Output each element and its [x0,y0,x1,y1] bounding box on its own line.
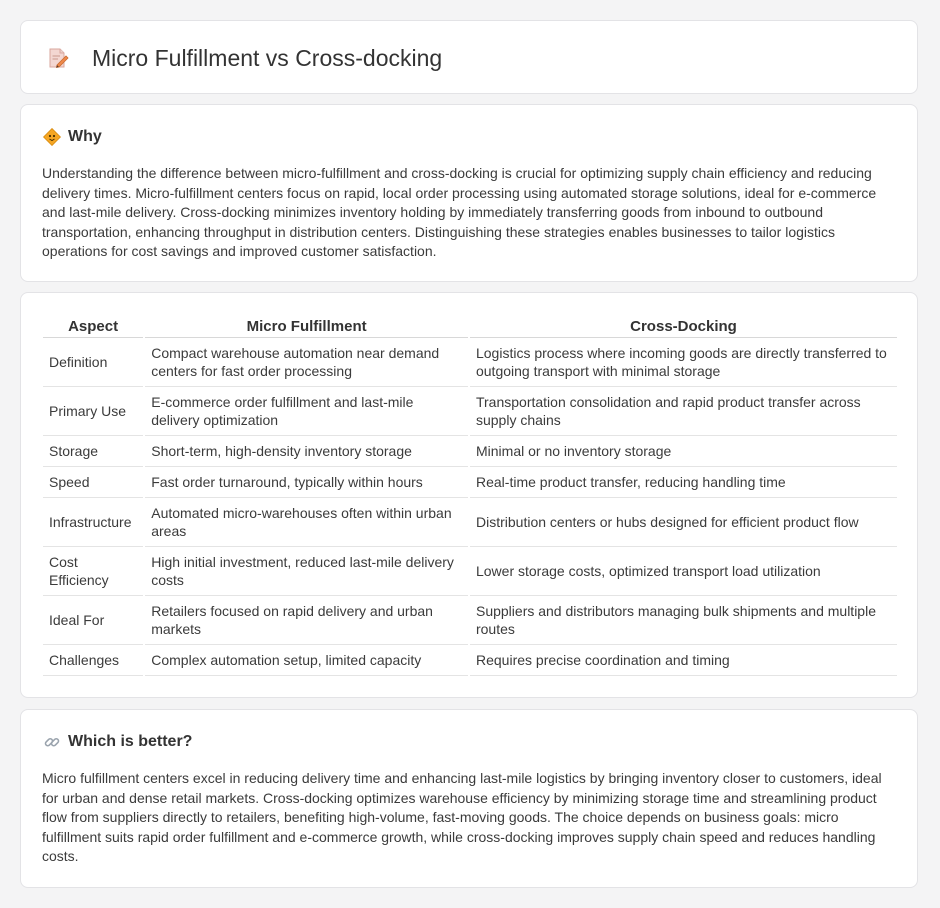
row-micro: Complex automation setup, limited capacity [145,645,468,676]
row-cross: Requires precise coordination and timing [470,645,897,676]
row-aspect: Storage [43,436,143,467]
table-row [43,547,897,596]
row-cross: Transportation consolidation and rapid product transfer across supply chains [470,387,897,436]
table-row [43,387,897,436]
row-micro: Retailers focused on rapid delivery and urban markets [145,596,468,645]
table-row [43,338,897,387]
header-aspect: Aspect [43,315,143,338]
row-cross: Suppliers and distributors managing bulk shipments and multiple routes [470,596,897,645]
row-aspect: Infrastructure [43,498,143,547]
row-aspect: Definition [43,338,143,387]
which-is-better-section [20,709,918,888]
row-micro: Compact warehouse automation near demand centers for fast order processing [145,338,468,387]
comparison-table [41,315,899,676]
header-cross-docking: Cross-Docking [470,315,897,338]
row-micro: Fast order turnaround, typically within hours [145,467,468,498]
table-row [43,467,897,498]
why-heading-row [43,127,102,147]
link-icon [43,733,61,751]
table-row [43,498,897,547]
row-micro: High initial investment, reduced last-mile delivery costs [145,547,468,596]
row-cross: Logistics process where incoming goods are directly transferred to outgoing transport with minimal storage [470,338,897,387]
table-row [43,436,897,467]
document-pencil-icon [47,47,69,69]
title-card [20,20,918,94]
why-heading: Why [68,128,102,145]
table-header-row [43,315,897,338]
diamond-sign-icon [43,128,61,146]
row-micro: Short-term, high-density inventory storage [145,436,468,467]
header-micro-fulfillment: Micro Fulfillment [145,315,468,338]
comparison-card [20,292,918,698]
row-micro: E-commerce order fulfillment and last-mile delivery optimization [145,387,468,436]
row-micro: Automated micro-warehouses often within urban areas [145,498,468,547]
row-aspect: Challenges [43,645,143,676]
row-aspect: Primary Use [43,387,143,436]
page-title: Micro Fulfillment vs Cross-docking [92,45,443,71]
why-section [20,104,918,282]
row-cross: Distribution centers or hubs designed for efficient product flow [470,498,897,547]
better-heading-row [43,732,192,752]
why-text: Understanding the difference between micro-fulfillment and cross-docking is crucial for optimizing supply chain efficiency and reducing delivery times. Micro-fulfillment centers focus on rapid, local order processing using automated storage solutions, ideal for e-commerce and last-mile delivery. Cross-docking minimizes inventory holding by immediately transferring goods from inbound to outbound transportation, enhancing throughput in distribution centers. Distinguishing these strategies enables businesses to tailor logistics operations for cost savings and improved customer satisfaction. [42,165,877,259]
row-cross: Real-time product transfer, reducing handling time [470,467,897,498]
better-heading: Which is better? [68,733,193,750]
table-row [43,645,897,676]
row-aspect: Cost Efficiency [43,547,143,596]
row-cross: Minimal or no inventory storage [470,436,897,467]
table-row [43,596,897,645]
row-aspect: Ideal For [43,596,143,645]
better-text: Micro fulfillment centers excel in reducing delivery time and enhancing last-mile logistics by bringing inventory closer to customers, ideal for urban and dense retail markets. Cross-docking optimizes warehouse efficiency by minimizing storage time and streamlining product flow from suppliers directly to retailers, benefiting high-volume, fast-moving goods. The choice depends on business goals: micro fulfillment suits rapid order fulfillment and e-commerce growth, while cross-docking improves supply chain speed and reduces handling costs. [42,770,882,864]
row-cross: Lower storage costs, optimized transport load utilization [470,547,897,596]
row-aspect: Speed [43,467,143,498]
